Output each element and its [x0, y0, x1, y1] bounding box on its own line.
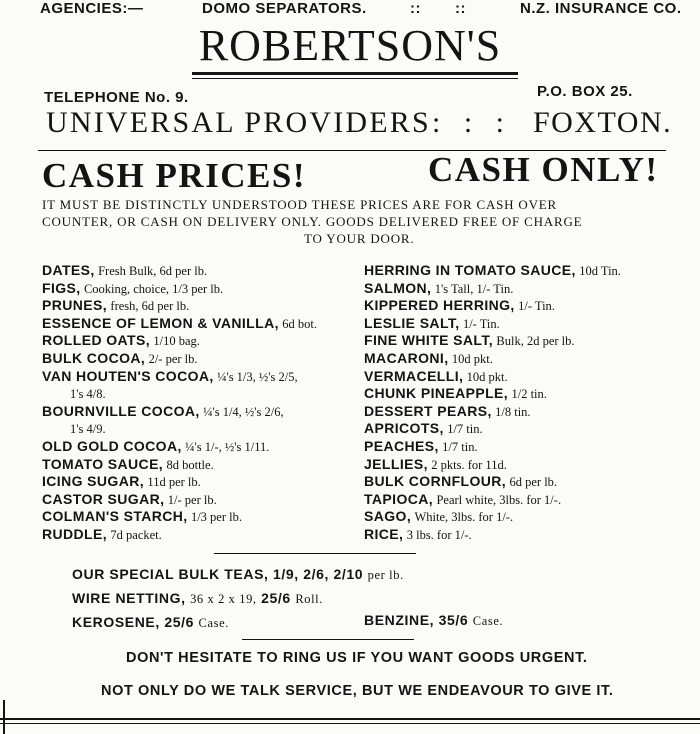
item-name: OLD GOLD COCOA,	[42, 437, 182, 454]
price-item-continued	[42, 420, 317, 438]
item-name: ICING SUGAR,	[42, 473, 145, 490]
item-price: 25/6	[261, 590, 291, 606]
item-price: Pearl white, 3lbs. for 1/-.	[436, 492, 562, 507]
item-price: 1/7 tin.	[442, 439, 478, 454]
cash-terms-notice	[42, 196, 672, 247]
price-item	[364, 297, 621, 315]
item-price: Fresh Bulk, 6d per lb.	[98, 264, 208, 278]
item-name: VAN HOUTEN'S COCOA,	[42, 367, 214, 384]
price-item	[42, 332, 317, 350]
item-name: OUR SPECIAL BULK TEAS,	[72, 566, 269, 582]
item-name: SALMON,	[364, 279, 432, 296]
item-name: FIGS,	[42, 279, 81, 296]
ad-border-left	[3, 700, 5, 734]
price-list-left	[42, 262, 317, 544]
store-name: ROBERTSON'S	[198, 21, 502, 70]
price-item	[42, 297, 317, 315]
item-name: ESSENCE OF LEMON & VANILLA,	[42, 314, 279, 331]
item-price: 10d pkt.	[451, 351, 493, 366]
price-item	[42, 280, 317, 298]
item-name: DATES,	[42, 262, 95, 278]
item-name: PRUNES,	[42, 297, 108, 314]
price-item	[364, 332, 621, 350]
price-item	[364, 385, 621, 403]
item-name: APRICOTS,	[364, 420, 444, 437]
price-item	[42, 262, 317, 280]
price-item	[42, 526, 317, 544]
item-unit: Roll.	[295, 592, 323, 606]
item-name: FINE WHITE SALT,	[364, 332, 494, 349]
price-item	[42, 473, 317, 491]
item-name: HERRING IN TOMATO SAUCE,	[364, 262, 576, 278]
special-bulk-teas	[72, 566, 404, 583]
item-price: 1's Tall, 1/- Tin.	[434, 281, 514, 296]
item-name: RUDDLE,	[42, 525, 108, 542]
price-item	[364, 420, 621, 438]
item-name: LESLIE SALT,	[364, 314, 460, 331]
item-unit: per lb.	[367, 568, 404, 582]
item-unit: Case.	[472, 614, 504, 628]
po-box: P.O. BOX 25.	[537, 83, 633, 100]
price-item	[364, 262, 621, 280]
item-name: DESSERT PEARS,	[364, 402, 492, 419]
item-price: ¼'s 1/-, ½'s 1/11.	[185, 439, 270, 454]
item-name: BULK COCOA,	[42, 349, 146, 366]
item-price: 11d per lb.	[147, 475, 201, 490]
item-price: 1/8 tin.	[495, 404, 531, 419]
item-name: WIRE NETTING,	[72, 590, 186, 606]
price-item	[364, 491, 621, 509]
item-price: 10d pkt.	[466, 369, 508, 384]
item-name: BENZINE,	[364, 612, 435, 628]
item-price: 3 lbs. for 1/-.	[406, 527, 472, 542]
item-price: ¼'s 1/3, ½'s 2/5,	[217, 369, 298, 384]
price-item	[364, 315, 621, 333]
item-name: CHUNK PINEAPPLE,	[364, 385, 509, 402]
item-price: 6d per lb.	[509, 475, 558, 490]
item-price: 10d Tin.	[579, 264, 621, 278]
price-item-continued	[42, 385, 317, 403]
item-name: MACARONI,	[364, 349, 449, 366]
section-rule	[242, 639, 414, 640]
item-price: 1/9, 2/6, 2/10	[273, 566, 364, 582]
item-name: RICE,	[364, 525, 404, 542]
price-item	[364, 456, 621, 474]
domo-separators-agency: DOMO SEPARATORS.	[202, 0, 367, 17]
price-item	[364, 280, 621, 298]
cash-prices-heading: CASH PRICES!	[42, 156, 307, 195]
price-item	[42, 456, 317, 474]
price-item	[364, 438, 621, 456]
town-name: FOXTON.	[533, 106, 673, 139]
notice-line: COUNTER, OR CASH ON DELIVERY ONLY. GOODS DELIVERED FREE OF CHARGE	[42, 214, 583, 229]
price-item	[364, 508, 621, 526]
universal-providers: UNIVERSAL PROVIDERS	[46, 106, 431, 139]
price-item	[364, 403, 621, 421]
item-price: fresh, 6d per lb.	[110, 299, 190, 314]
price-item	[42, 491, 317, 509]
item-unit: Case.	[198, 616, 229, 630]
price-item	[42, 403, 317, 421]
item-name: PEACHES,	[364, 437, 439, 454]
item-name: KIPPERED HERRING,	[364, 297, 515, 314]
item-price: 6d bot.	[282, 316, 317, 331]
price-item	[364, 526, 621, 544]
item-price: 1/10 bag.	[153, 334, 200, 349]
price-list-right	[364, 262, 621, 544]
price-item	[42, 350, 317, 368]
item-price: 1's 4/9.	[70, 422, 106, 437]
telephone-number: TELEPHONE No. 9.	[44, 89, 189, 106]
special-benzine	[364, 612, 503, 629]
item-name: VERMACELLI,	[364, 367, 464, 384]
service-message: NOT ONLY DO WE TALK SERVICE, BUT WE ENDEAVOUR TO GIVE IT.	[101, 683, 614, 699]
ad-border-bottom	[0, 718, 700, 724]
item-price: 1/2 tin.	[511, 387, 547, 402]
special-wire-netting	[72, 590, 323, 607]
price-item	[364, 473, 621, 491]
agencies-label: AGENCIES:—	[40, 0, 144, 17]
price-item	[42, 438, 317, 456]
urgent-goods-message: DON'T HESITATE TO RING US IF YOU WANT GOODS URGENT.	[126, 650, 588, 666]
item-name: KEROSENE,	[72, 614, 160, 630]
item-price: 35/6	[438, 612, 469, 628]
price-item	[364, 350, 621, 368]
separator-colons: : : :	[432, 106, 513, 139]
section-rule	[214, 553, 416, 554]
special-kerosene	[72, 614, 229, 631]
notice-line: TO YOUR DOOR.	[304, 231, 415, 246]
price-item	[364, 368, 621, 386]
item-price: 1/7 tin.	[447, 422, 483, 437]
item-price: 1's 4/8.	[70, 387, 106, 402]
item-price: ¼'s 1/4, ½'s 2/6,	[203, 404, 284, 419]
item-name: ROLLED OATS,	[42, 332, 150, 349]
ornament-dots: ::	[455, 0, 466, 17]
item-name: SAGO,	[364, 508, 412, 525]
notice-line: IT MUST BE DISTINCTLY UNDERSTOOD THESE PRICES ARE FOR CASH OVER	[42, 197, 557, 212]
title-underline	[192, 72, 518, 75]
item-price: Cooking, choice, 1/3 per lb.	[83, 281, 224, 296]
item-size: 36 x 2 x 19,	[190, 592, 257, 606]
cash-only-heading: CASH ONLY!	[428, 150, 659, 189]
item-name: JELLIES,	[364, 455, 428, 472]
item-name: COLMAN'S STARCH,	[42, 508, 188, 525]
item-price: 1/- Tin.	[462, 316, 500, 331]
item-name: TOMATO SAUCE,	[42, 455, 164, 472]
item-name: BOURNVILLE COCOA,	[42, 402, 200, 419]
item-price: White, 3lbs. for 1/-.	[414, 510, 514, 525]
item-price: 2 pkts. for 11d.	[431, 457, 507, 472]
item-price: 2/- per lb.	[148, 351, 198, 366]
item-price: 8d bottle.	[166, 457, 214, 472]
nz-insurance-agency: N.Z. INSURANCE CO.	[520, 0, 682, 17]
item-name: CASTOR SUGAR,	[42, 490, 165, 507]
item-price: 1/- Tin.	[518, 299, 555, 314]
item-price: Bulk, 2d per lb.	[496, 334, 575, 349]
ornament-dots: ::	[410, 0, 421, 17]
item-price: 1/3 per lb.	[190, 510, 242, 525]
item-price: 7d packet.	[110, 527, 162, 542]
item-price: 25/6	[164, 614, 195, 630]
price-item	[42, 508, 317, 526]
item-name: BULK CORNFLOUR,	[364, 473, 507, 490]
title-underline	[192, 78, 518, 79]
item-price: 1/- per lb.	[167, 492, 217, 507]
item-name: TAPIOCA,	[364, 490, 434, 507]
price-item	[42, 315, 317, 333]
price-item	[42, 368, 317, 386]
